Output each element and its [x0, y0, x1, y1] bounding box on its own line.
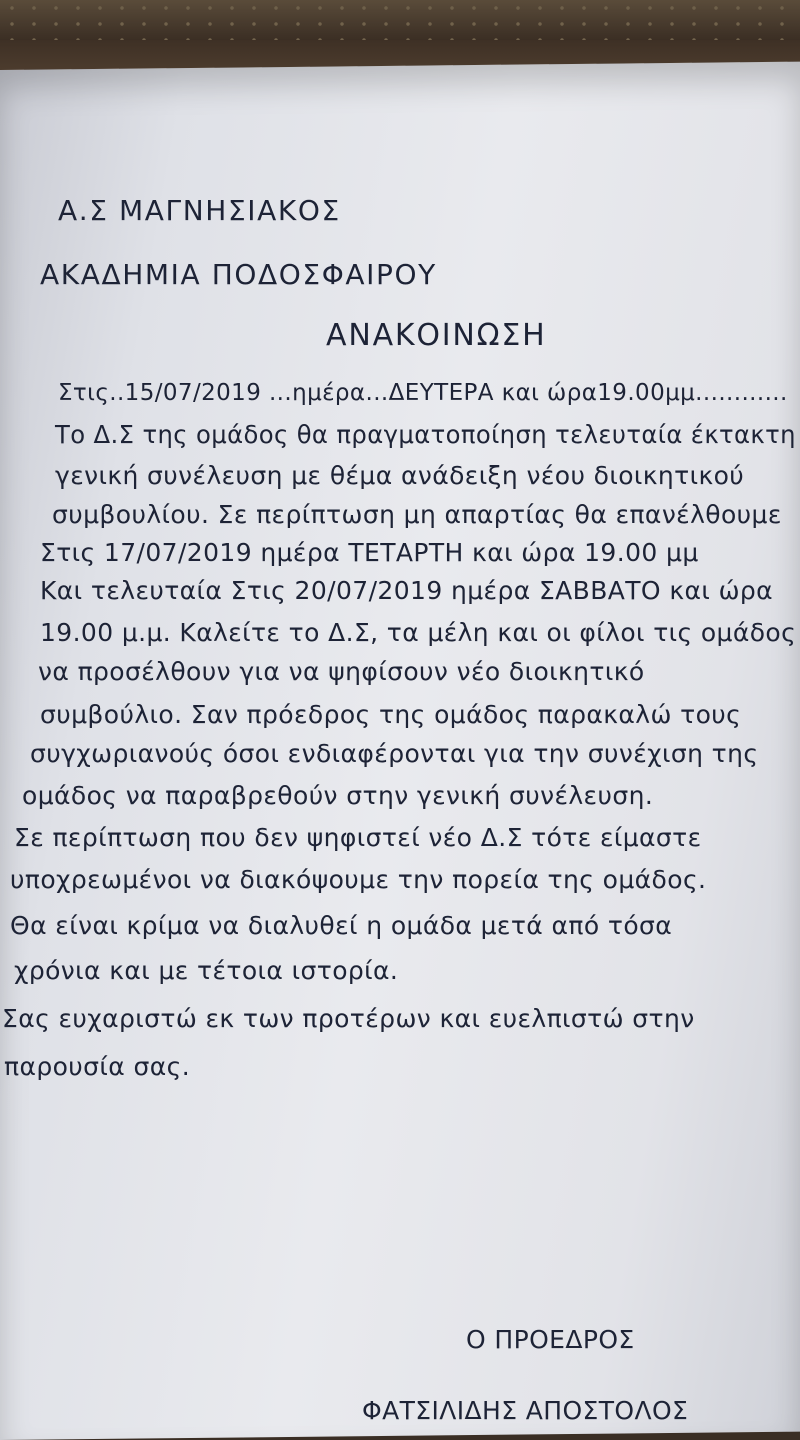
- body-line: Το Δ.Σ της ομάδος θα πραγματοποίηση τελευταία έκτακτη: [55, 420, 796, 449]
- background-fabric: [0, 0, 800, 40]
- body-line: χρόνια και με τέτοια ιστορία.: [14, 956, 399, 985]
- body-line: Σε περίπτωση που δεν ψηφιστεί νέο Δ.Σ τότε είμαστε: [14, 823, 702, 852]
- body-line: 19.00 μ.μ. Καλείτε το Δ.Σ, τα μέλη και οι φίλοι τις ομάδος: [40, 618, 797, 647]
- body-line: υποχρεωμένοι να διακόψουμε την πορεία της ομάδος.: [10, 865, 707, 894]
- body-line: συγχωριανούς όσοι ενδιαφέρονται για την συνέχιση της: [30, 739, 759, 768]
- academy-name: ΑΚΑΔΗΜΙΑ ΠΟΔΟΣΦΑΙΡΟΥ: [40, 258, 437, 291]
- body-line: να προσέλθουν για να ψηφίσουν νέο διοικητικό: [38, 657, 645, 686]
- body-line: ομάδος να παραβρεθούν στην γενική συνέλευση.: [22, 781, 654, 810]
- body-line: συμβούλιο. Σαν πρόεδρος της ομάδος παρακαλώ τους: [40, 700, 742, 729]
- announcement-title: ΑΝΑΚΟΙΝΩΣΗ: [326, 318, 547, 353]
- signature-name: ΦΑΤΣΙΛΙΔΗΣ ΑΠΟΣΤΟΛΟΣ: [362, 1396, 689, 1425]
- body-line: γενική συνέλευση με θέμα ανάδειξη νέου διοικητικού: [55, 461, 745, 490]
- body-line: Θα είναι κρίμα να διαλυθεί η ομάδα μετά από τόσα: [10, 911, 673, 940]
- body-line: συμβουλίου. Σε περίπτωση μη απαρτίας θα επανέλθουμε: [52, 500, 782, 529]
- body-line: Και τελευταία Στις 20/07/2019 ημέρα ΣΑΒΒΑΤΟ και ώρα: [40, 576, 774, 605]
- club-name: Α.Σ ΜΑΓΝΗΣΙΑΚΟΣ: [58, 194, 341, 227]
- body-line: Σας ευχαριστώ εκ των προτέρων και ευελπιστώ στην: [2, 1004, 695, 1033]
- body-line: παρουσία σας.: [4, 1052, 191, 1081]
- body-line: Στις..15/07/2019 ...ημέρα...ΔΕΥΤΕΡΑ και ώρα19.00μμ............: [58, 380, 788, 406]
- body-line: Στις 17/07/2019 ημέρα ΤΕΤΑΡΤΗ και ώρα 19.00 μμ: [40, 538, 699, 567]
- signature-role: Ο ΠΡΟΕΔΡΟΣ: [466, 1325, 635, 1354]
